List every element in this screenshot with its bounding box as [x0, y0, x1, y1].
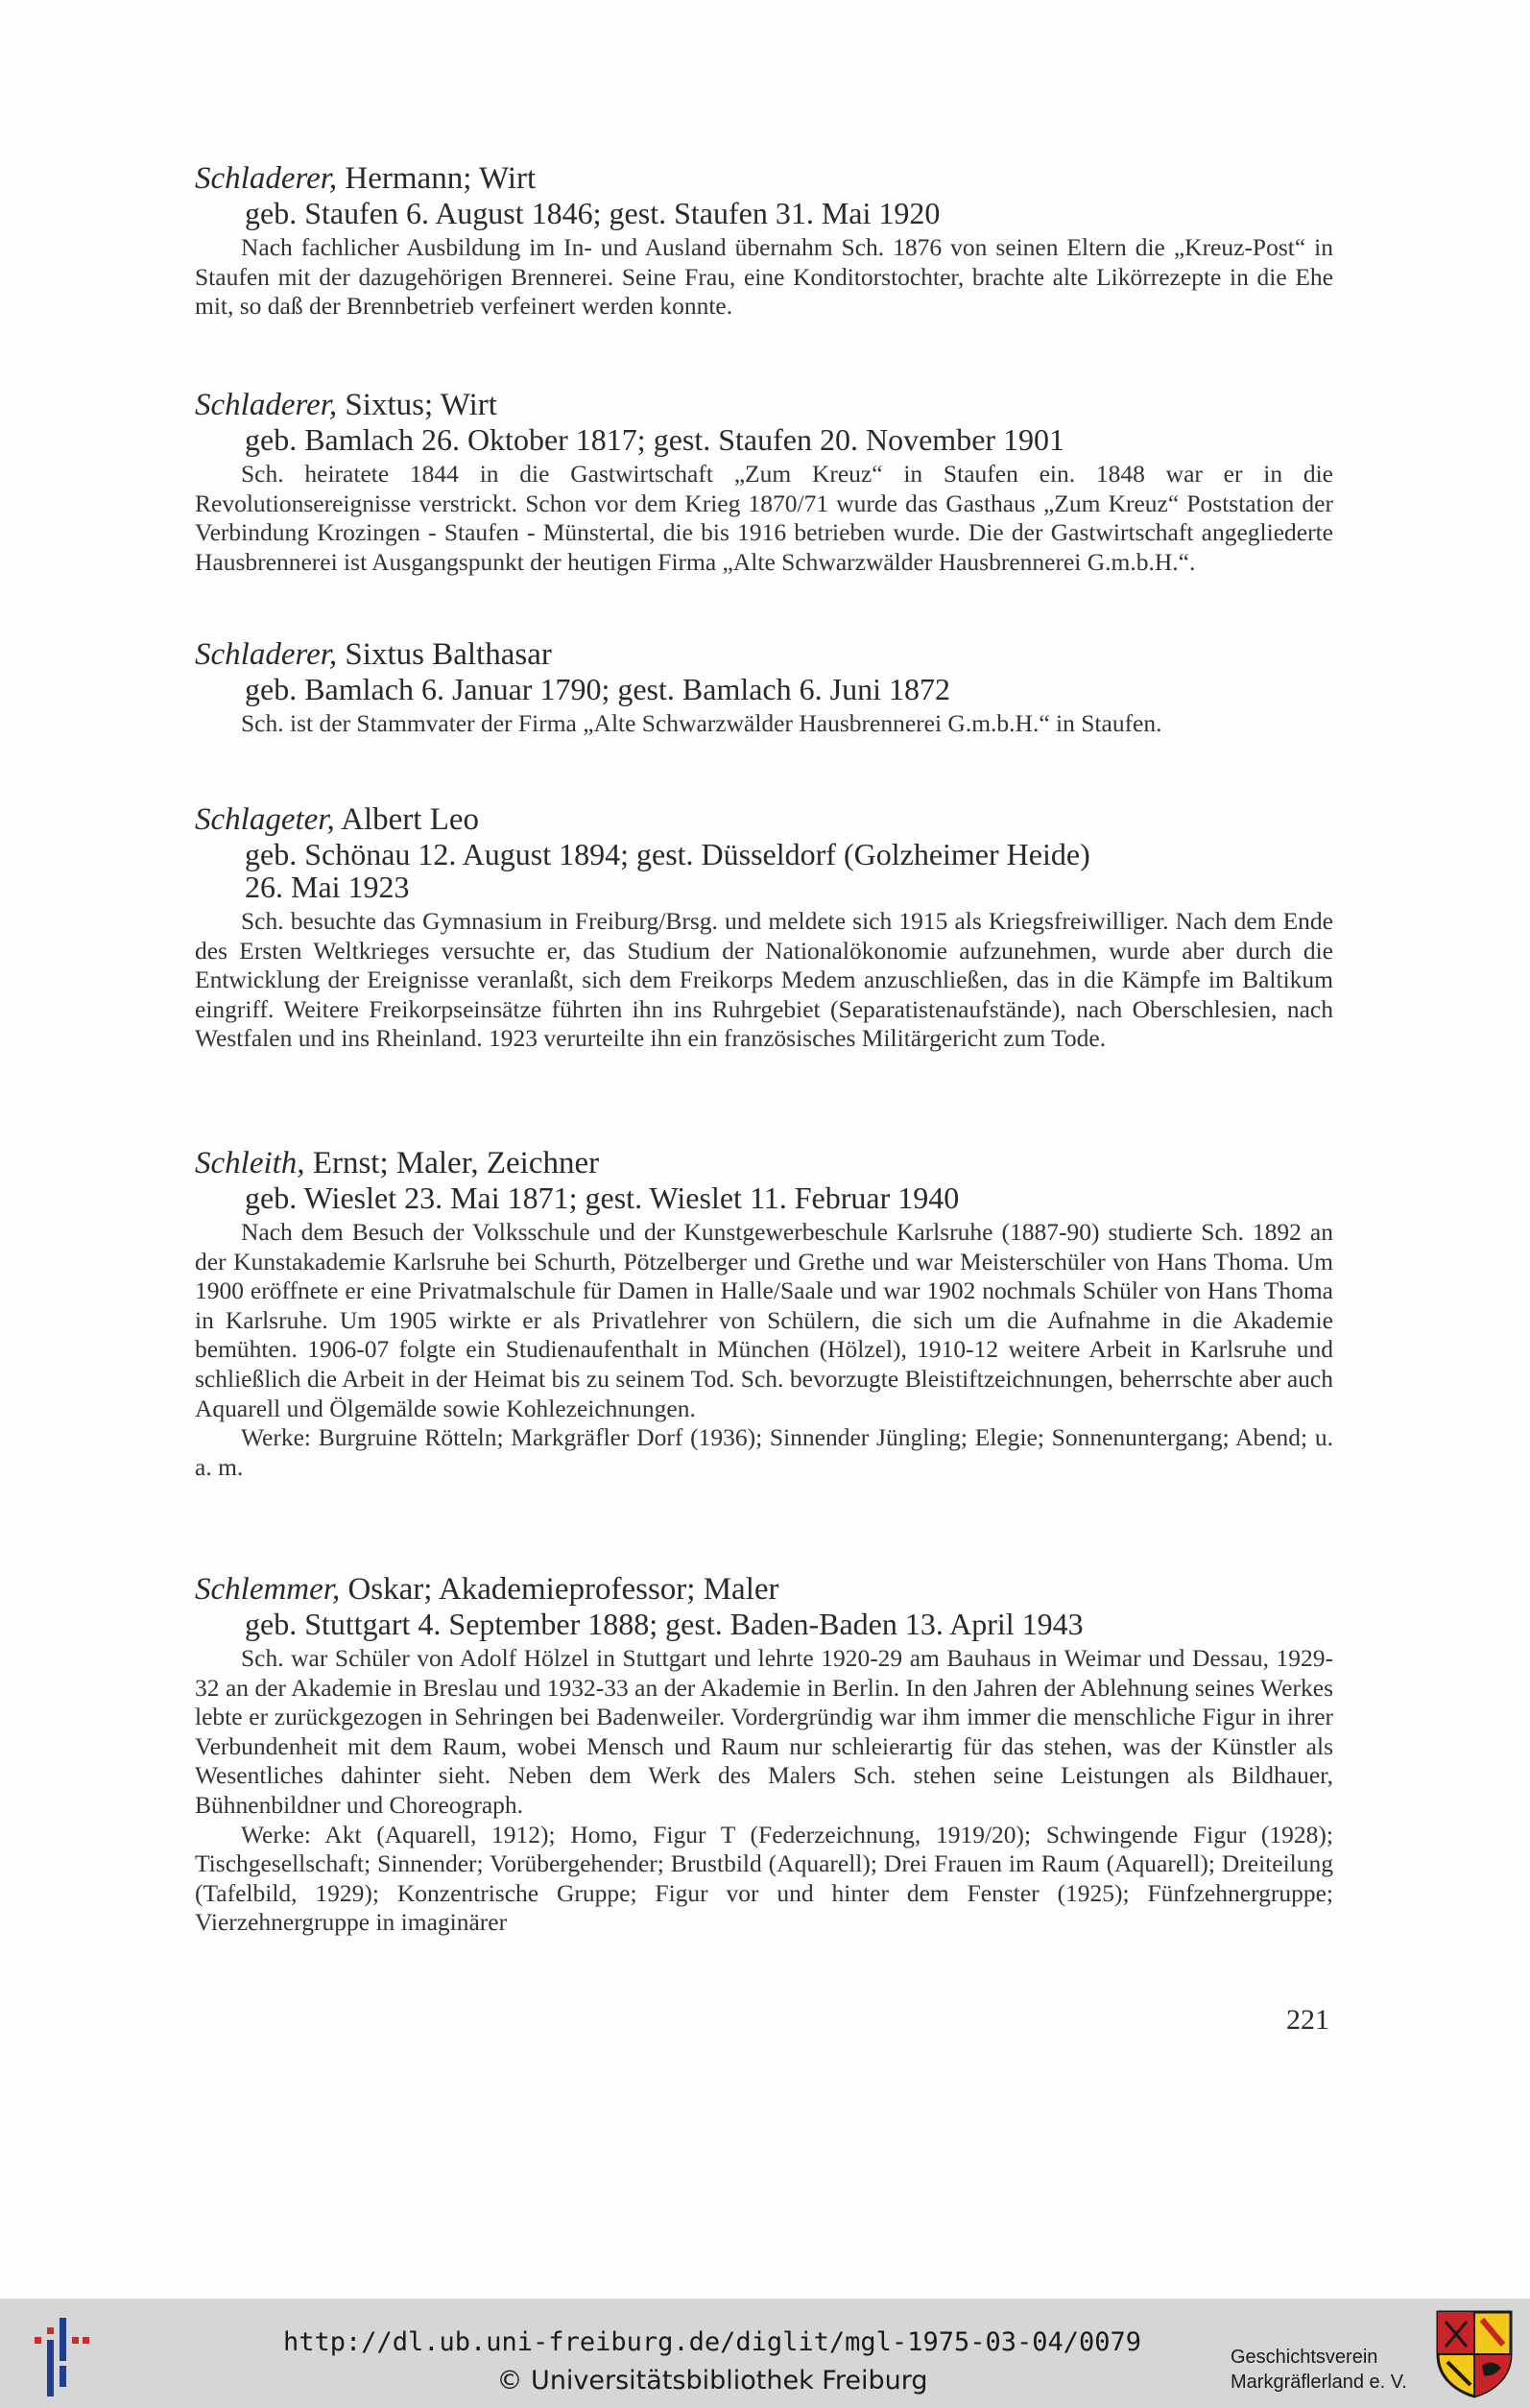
entry-dates-line: geb. Stuttgart 4. September 1888; gest. Baden-Baden 13. April 1943 — [245, 1607, 1084, 1641]
entry-paragraph: Nach fachlicher Ausbildung im In- und Ausland übernahm Sch. 1876 von seinen Eltern die „Kreuz-Post“ in Staufen mit der dazugehörigen Brennerei. Seine Frau, eine Konditorstochter, brachte alte Likörrezepte in die Ehe mit, so daß der Brennbetrieb verfeinert werden konnte. — [195, 233, 1333, 321]
entry-paragraph: Sch. ist der Stammvater der Firma „Alte Schwarzwälder Hausbrennerei G.m.b.H.“ in Staufen. — [241, 709, 1162, 737]
entry-dates-line: geb. Bamlach 6. Januar 1790; gest. Bamlach 6. Juni 1872 — [245, 672, 950, 706]
entry-schladerer-sixtus — [195, 388, 1333, 577]
society-name — [1231, 2345, 1407, 2395]
entry-schlemmer-oskar — [195, 1572, 1333, 1938]
entry-heading — [195, 802, 1333, 837]
entry-paragraph: Nach dem Besuch der Volksschule und der Kunstgewerbeschule Karlsruhe (1887-90) studierte Sch. 1892 an der Kunstakademie Karlsruhe bei Schurth, Pötzelberger und Grethe und war Meisterschüler von Hans Thoma. Um 1900 eröffnete er eine Privatmalschule für Damen in Halle/Saale und war 1902 nochmals Schüler von Hans Thoma in Karlsruhe. Um 1905 wirkte er als Privatlehrer von Schülern, die sich um die Aufnahme in die Akademie bemühten. 1906-07 folgte ein Studienaufenthalt in München (Hölzel), 1910-12 weitere Arbeit in Karlsruhe und schließlich die Arbeit in der Heimat bis zu seinem Tod. Sch. bevorzugte Bleistiftzeichnungen, beherrschte aber auch Aquarell und Ölgemälde sowie Kohlezeichnungen. — [195, 1218, 1333, 1422]
entry-surname: Schlageter, — [195, 802, 335, 837]
entry-name-rest: Hermann; Wirt — [337, 161, 537, 196]
entry-name-rest: Sixtus; Wirt — [337, 388, 497, 422]
entry-dates-line: geb. Bamlach 26. Oktober 1817; gest. Staufen 20. November 1901 — [245, 422, 1065, 457]
page-number: 221 — [1286, 2004, 1329, 2036]
entry-surname: Schleith, — [195, 1146, 305, 1180]
entry-body — [195, 1644, 1333, 1938]
footer-bar — [0, 2299, 1530, 2408]
entry-dates-line: geb. Staufen 6. August 1846; gest. Staufen 31. Mai 1920 — [245, 196, 941, 230]
entry-dates-line: 26. Mai 1923 — [245, 870, 410, 904]
society-name-line2: Markgräflerland e. V. — [1231, 2372, 1407, 2393]
entry-body — [195, 907, 1333, 1054]
entry-dates — [195, 838, 1333, 903]
entry-surname: Schladerer, — [195, 161, 338, 196]
entry-surname: Schlemmer, — [195, 1572, 341, 1607]
entry-schlageter-albert — [195, 802, 1333, 1054]
entry-schladerer-hermann — [195, 161, 1333, 322]
entry-dates-line: geb. Schönau 12. August 1894; gest. Düsseldorf (Golzheimer Heide) — [245, 837, 1090, 871]
entry-body — [195, 460, 1333, 577]
entry-heading — [195, 1572, 1333, 1607]
entry-schleith-ernst — [195, 1146, 1333, 1482]
entry-paragraph: Sch. war Schüler von Adolf Hölzel in Stuttgart und lehrte 1920-29 am Bauhaus in Weimar und Dessau, 1929-32 an der Akademie in Breslau und 1932-33 an der Akademie in Berlin. In den Jahren der Ablehnung seines Werkes lebte er zurückgezogen in Sehringen bei Badenweiler. Vordergründig war ihm immer die menschliche Figur in ihrer Verbundenheit mit dem Raum, wobei Mensch und Raum nur schleierartig für das stehen, was der Künstler als Wesentliches dahinter sieht. Neben dem Werk des Malers Sch. stehen seine Leistungen als Bildhauer, Bühnenbildner und Choreograph. — [195, 1644, 1333, 1819]
entry-name-rest: Ernst; Maler, Zeichner — [304, 1146, 600, 1180]
entry-heading — [195, 161, 1333, 196]
coat-of-arms-icon — [1434, 2308, 1515, 2398]
entry-name-rest: Albert Leo — [334, 802, 480, 837]
entry-body — [195, 709, 1333, 739]
entry-name-rest: Oskar; Akademieprofessor; Maler — [340, 1572, 779, 1607]
entry-dates-line: geb. Wieslet 23. Mai 1871; gest. Wieslet 11. Februar 1940 — [245, 1180, 960, 1215]
entry-dates — [195, 423, 1333, 456]
entry-dates — [195, 1608, 1333, 1640]
entry-schladerer-sixtus-balthasar — [195, 637, 1333, 739]
entry-paragraph: Sch. heiratete 1844 in die Gastwirtschaft „Zum Kreuz“ in Staufen ein. 1848 war er in die Revolutionsereignisse verstrickt. Schon vor dem Krieg 1870/71 wurde das Gasthaus „Zum Kreuz“ Poststation der Verbindung Krozingen - Staufen - Münstertal, die bis 1916 betrieben wurde. Die der Gastwirtschaft angegliederte Hausbrennerei ist Ausgangspunkt der heutigen Firma „Alte Schwarzwälder Hausbrennerei G.m.b.H.“. — [195, 460, 1333, 576]
entry-name-rest: Sixtus Balthasar — [337, 637, 552, 672]
entry-dates — [195, 673, 1333, 705]
entry-dates — [195, 197, 1333, 229]
entry-surname: Schladerer, — [195, 388, 338, 422]
entry-heading — [195, 1146, 1333, 1180]
entry-surname: Schladerer, — [195, 637, 338, 672]
entry-body — [195, 233, 1333, 322]
entry-heading — [195, 637, 1333, 672]
society-name-line1: Geschichtsverein — [1231, 2347, 1378, 2368]
entry-dates — [195, 1181, 1333, 1214]
entry-heading — [195, 388, 1333, 422]
entry-works-paragraph: Werke: Burgruine Rötteln; Markgräfler Dorf (1936); Sinnender Jüngling; Elegie; Sonnenuntergang; Abend; u. a. m. — [195, 1423, 1333, 1481]
entry-works-paragraph: Werke: Akt (Aquarell, 1912); Homo, Figur T (Federzeichnung, 1919/20); Schwingende Figur (1928); Tischgesellschaft; Sinnender; Vorübergehender; Brustbild (Aquarell); Drei Frauen im Raum (Aquarell); Dreiteilung (Tafelbild, 1929); Konzentrische Gruppe; Figur vor und hinter dem Fenster (1925); Fünfzehnergruppe; Vierzehnergruppe in imaginärer — [195, 1820, 1333, 1937]
entry-body — [195, 1218, 1333, 1482]
entry-paragraph: Sch. besuchte das Gymnasium in Freiburg/Brsg. und meldete sich 1915 als Kriegsfreiwilliger. Nach dem Ende des Ersten Weltkrieges versuchte er, das Studium der Nationalökonomie aufzunehmen, wurde aber durch die Entwicklung der Ereignisse veranlaßt, sich dem Freikorps Medem anzuschließen, das in die Kämpfe im Baltikum eingriff. Weitere Freikorpseinsätze führten ihn ins Ruhrgebiet (Separatistenaufstände), nach Oberschlesien, nach Westfalen und ins Rheinland. 1923 verurteilte ihn ein französisches Militärgericht zum Tode. — [195, 907, 1333, 1053]
footer-url-text[interactable]: http://dl.ub.uni-freiburg.de/diglit/mgl-1975-03-04/0079 — [282, 2327, 1142, 2357]
footer-copyright-text: © Universitätsbibliothek Freiburg — [496, 2366, 928, 2396]
